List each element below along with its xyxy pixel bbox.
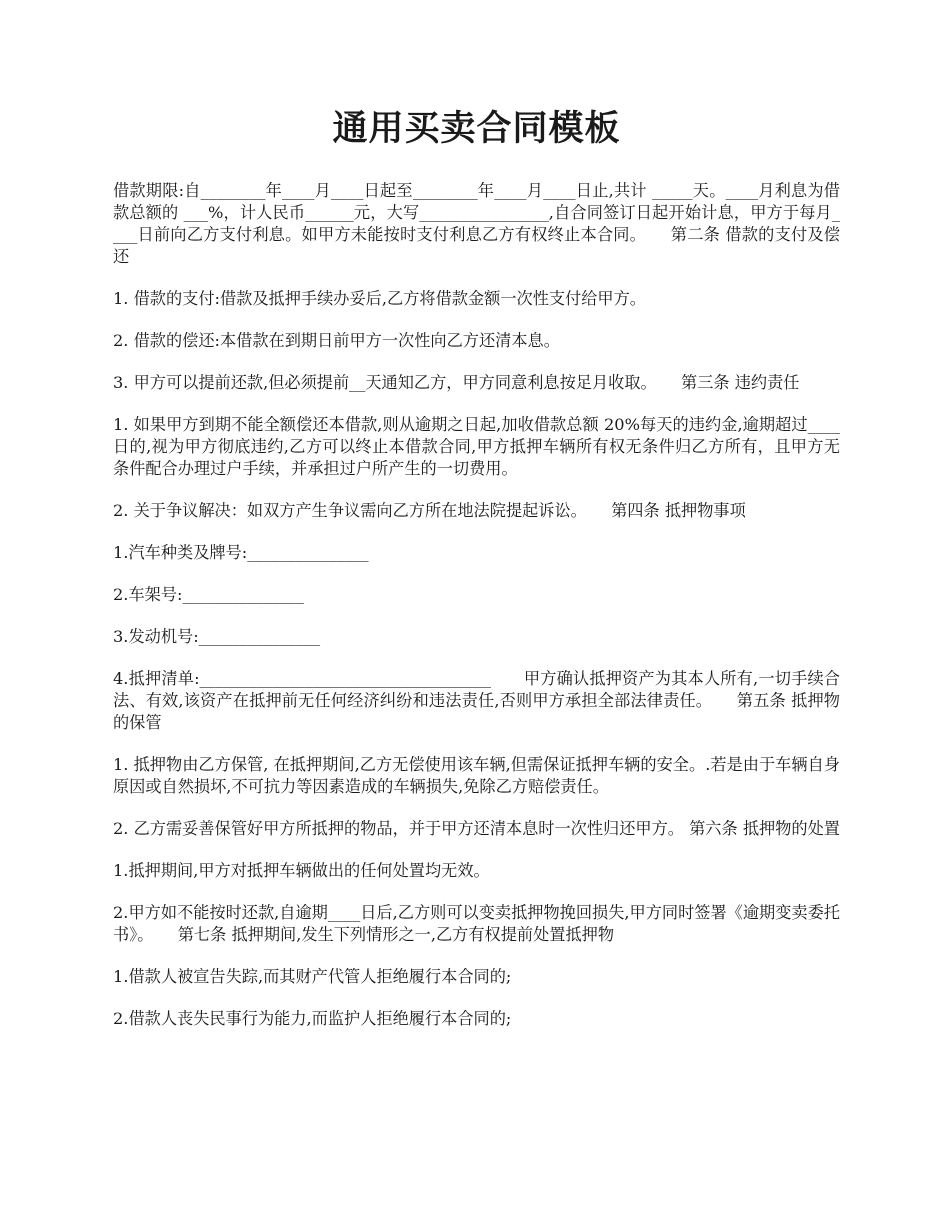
paragraph-borrower-incapacity: 2.借款人丧失民事行为能力,而监护人拒绝履行本合同的; bbox=[113, 1009, 512, 1028]
paragraph-dispute-resolution: 2. 关于争议解决：如双方产生争议需向乙方所在地法院提起诉讼。 第四条 抵押物事项 bbox=[113, 501, 746, 520]
paragraph-vehicle-plate: 1.汽车种类及牌号:_______________ bbox=[113, 543, 369, 562]
document-page bbox=[113, 108, 840, 1050]
paragraph-overdue-sale: 2.甲方如不能按时还款,自逾期____日后,乙方则可以变卖抵押物挽回损失,甲方同时签署《逾期变卖委托书》。 第七条 抵押期间,发生下列情形之一,乙方有权提前处置抵押物 bbox=[113, 903, 840, 944]
paragraph-early-repayment: 3. 甲方可以提前还款,但必须提前__天通知乙方，甲方同意利息按足月收取。 第三条 违约责任 bbox=[113, 373, 800, 392]
paragraph-disposal-invalid: 1.抵押期间,甲方对抵押车辆做出的任何处置均无效。 bbox=[113, 861, 490, 880]
paragraph-loan-repayment: 2. 借款的偿还:本借款在到期日前甲方一次性向乙方还清本息。 bbox=[113, 331, 560, 350]
paragraph-collateral-return: 2. 乙方需妥善保管好甲方所抵押的物品，并于甲方还清本息时一次性归还甲方。 第六条 抵押物的处置 bbox=[113, 819, 840, 838]
paragraph-collateral-list: 4.抵押清单:____________________________________ 甲方确认抵押资产为其本人所有,一切手续合法、有效,该资产在抵押前无任何经济纠纷和违法责任,否则甲方承担全部法律责任。 第五条 抵押物的保管 bbox=[113, 669, 840, 732]
paragraph-default-penalty: 1. 如果甲方到期不能全额偿还本借款,则从逾期之日起,加收借款总额 20%每天的违约金,逾期超过____日的,视为甲方彻底违约,乙方可以终止本借款合同,甲方抵押车辆所有权无条件归乙方所有，且甲方无条件配合办理过户手续，并承担过户所产生的一切费用。 bbox=[113, 415, 840, 478]
paragraph-loan-payment: 1. 借款的支付:借款及抵押手续办妥后,乙方将借款金额一次性支付给甲方。 bbox=[113, 289, 646, 308]
paragraph-borrower-missing: 1.借款人被宣告失踪,而其财产代管人拒绝履行本合同的; bbox=[113, 967, 512, 986]
paragraph-loan-term: 借款期限:自________年____月____日起至________年____月____日止,共计 _____天。____月利息为借款总额的 ___%，计人民币______元，大写________________,自合同签订日起开始计息，甲方于每月____日前向乙方支付利息。如甲方未能按时支付利息乙方有权终止本合同。 第二条 借款的支付及偿还 bbox=[113, 181, 840, 266]
paragraph-vehicle-frame: 2.车架号:_______________ bbox=[113, 585, 304, 604]
paragraph-collateral-custody: 1. 抵押物由乙方保管, 在抵押期间,乙方无偿使用该车辆,但需保证抵押车辆的安全。.若是由于车辆自身原因或自然损坏,不可抗力等因素造成的车辆损失,免除乙方赔偿责任。 bbox=[113, 755, 840, 796]
document-title: 通用买卖合同模板 bbox=[332, 108, 621, 149]
paragraph-engine-number: 3.发动机号:_______________ bbox=[113, 627, 321, 646]
